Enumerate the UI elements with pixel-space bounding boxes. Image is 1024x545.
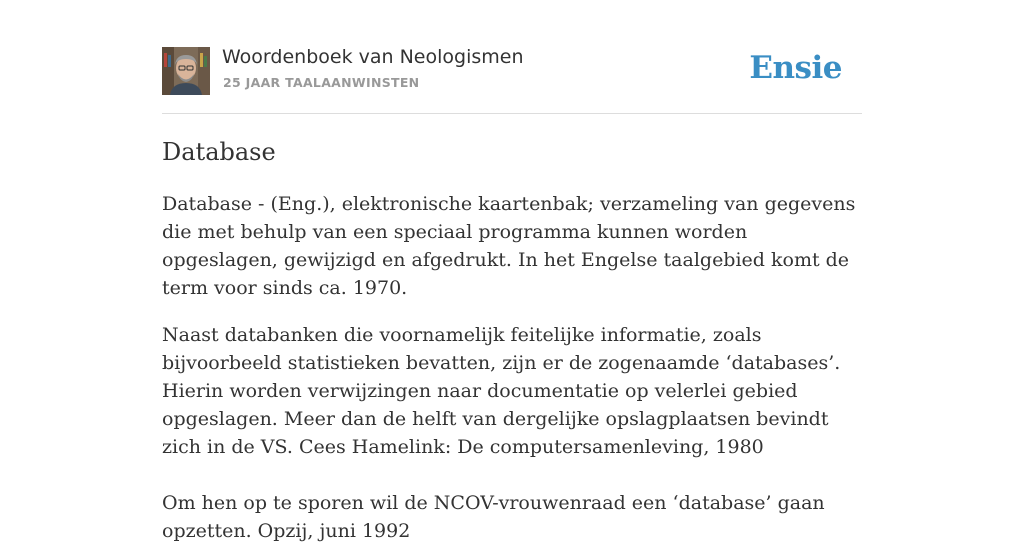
avatar-image: [162, 47, 210, 95]
entry-title: Database: [162, 138, 276, 166]
site-subtitle: 25 JAAR TAALAANWINSTEN: [223, 75, 420, 90]
definition-paragraph: Database - (Eng.), elektronische kaartenbak; verzameling van gegevens die met behulp van een speciaal programma kunnen worden opgeslagen, gewijzigd en afgedrukt. In het Engelse taalgebied komt de term voor sinds ca. 1970.: [162, 193, 856, 299]
citation-paragraph: Naast databanken die voornamelijk feitelijke informatie, zoals bijvoorbeeld statistieken bevatten, zijn er de zogenaamde ‘databases’. Hierin worden verwijzingen naar documentatie op velerlei gebied opgeslagen. Meer dan de helft van dergelijke opslagplaatsen bevindt zich in de VS. Cees Hamelink: De computersamenleving, 1980: [162, 324, 841, 458]
author-avatar[interactable]: [162, 47, 210, 95]
citation-paragraph: Om hen op te sporen wil de NCOV-vrouwenraad een ‘database’ gaan opzetten. Opzij, juni 1992: [162, 492, 825, 542]
site-header: [162, 0, 862, 114]
ensie-logo-link[interactable]: Ensie: [749, 50, 842, 86]
site-title[interactable]: Woordenboek van Neologismen: [222, 46, 524, 68]
page-container: [162, 0, 862, 542]
entry-body: [162, 190, 862, 545]
